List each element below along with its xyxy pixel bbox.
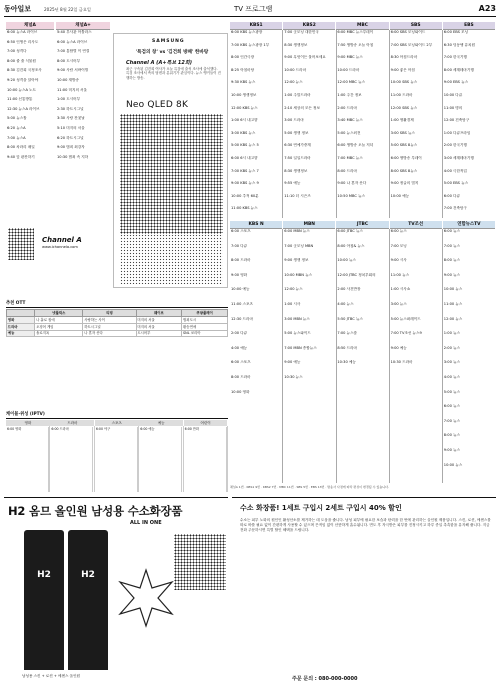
channel-header: KBS2 bbox=[283, 22, 335, 30]
table-cell: 솔로지옥 bbox=[35, 330, 83, 337]
program-item: 3:30 사랑 잔칫날 bbox=[57, 116, 85, 121]
program-item: 10:30 예능 bbox=[337, 360, 356, 365]
ad-headline: 수소 화장품! 1세트 구입시 2세트 구입시 40% 할인 bbox=[240, 504, 402, 512]
program-item: 11:00 KBS 뉴스 bbox=[231, 206, 258, 211]
program-list bbox=[56, 30, 110, 159]
program-item: 9:00 범죄 최강자 bbox=[57, 145, 85, 150]
program-item: 9:00 나 혼자 산다 bbox=[337, 181, 367, 186]
program-item: 6:00 뉴스 bbox=[443, 404, 460, 409]
channel-header: MBC bbox=[336, 22, 388, 30]
program-item: 1:00 6시 내고향 bbox=[231, 118, 258, 123]
iptv-genre-cells bbox=[6, 426, 228, 492]
page-header bbox=[4, 3, 496, 17]
table-cell: 오징어 게임 bbox=[35, 323, 83, 330]
program-item: 1:00 뉴스 bbox=[443, 331, 460, 336]
program-item: 3:00 세계테마기행 bbox=[443, 155, 474, 160]
schedule-column-channel-a bbox=[6, 22, 54, 222]
program-item: 1:00 주말드라마 bbox=[284, 92, 311, 97]
program-item: 1:00 다큐프라임 bbox=[443, 130, 471, 135]
program-item: 12:00 뉴스 bbox=[443, 316, 463, 321]
row-label: 영화 bbox=[7, 317, 35, 324]
program-item: 6:00 뉴스A 라이브 bbox=[7, 30, 38, 34]
samsung-ad bbox=[113, 33, 228, 288]
program-item: 10:50 MBC 뉴스 bbox=[337, 193, 365, 198]
order-phone: 주문 문의 : 080-000-0000 bbox=[292, 676, 358, 682]
program-item: 8:00 도시어부 bbox=[57, 58, 81, 63]
program-item: 11:00 미지의 서울 bbox=[57, 87, 87, 92]
program-item: 9:40 앞 판잔하기 bbox=[7, 154, 35, 159]
program-item: 7:00 모닝 bbox=[390, 243, 407, 248]
schedule-column-channel-a-plus bbox=[56, 22, 110, 222]
program-item: 6:30 딩동댕 유치원 bbox=[443, 42, 475, 47]
program-item: 12:30 드라마 bbox=[231, 316, 253, 321]
program-item: 3:00 MBN 뉴스 bbox=[284, 316, 310, 321]
program-item: 7:00 뉴스 bbox=[443, 418, 460, 423]
column-divider bbox=[282, 30, 283, 218]
program-item: 5:00 뉴스와이드 bbox=[284, 331, 311, 336]
program-item: 6:20 뉴스A bbox=[7, 125, 26, 130]
program-item: 3:00 뉴스 bbox=[390, 301, 407, 306]
program-item: 7:00 뉴스A bbox=[7, 135, 26, 140]
program-item: 5:50 JTBC 뉴스 bbox=[337, 316, 363, 321]
program-item: 12:00 SBS 뉴스 bbox=[390, 105, 418, 110]
program-item: 10:00 예능 bbox=[231, 287, 250, 292]
program-item: 9:00 뉴스 bbox=[443, 447, 460, 452]
program-item: 5:00 뉴스외전 bbox=[337, 130, 361, 135]
program-item: 10:00 드라마 bbox=[337, 67, 360, 72]
program-item: 6:00 6시 내고향 bbox=[231, 155, 258, 160]
table-cell: 사랑하는 사이 bbox=[83, 317, 136, 324]
program-item: 7:00 TV조선 뉴스9 bbox=[390, 331, 422, 336]
channel-header: EBS bbox=[443, 22, 495, 30]
h2-cosmetics-ad bbox=[4, 497, 228, 687]
program-item: 9:00 예능 bbox=[284, 360, 301, 365]
newspaper-name: 동아일보 bbox=[4, 5, 32, 13]
channel-header: SBS bbox=[390, 22, 442, 30]
program-item: 10:30 뉴스 bbox=[284, 374, 303, 379]
channel-a-url[interactable]: www.ichannela.com bbox=[42, 245, 78, 249]
bottle-label: H2 bbox=[81, 570, 95, 580]
program-item: 11:00 스포츠 bbox=[231, 301, 253, 306]
tv-screen-photo bbox=[120, 114, 223, 234]
program-item: 10:00 드라마 bbox=[284, 67, 307, 72]
program-item: 2:30 하트시그널 bbox=[57, 106, 84, 111]
ad-body: 수소는 피부 노화의 원인인 활성산소를 제거하는 데 도움을 줍니다. 남성 피부에 필요한 보습과 탄력을 한 번에 관리하는 올인원 제품입니다. 스킨, 로션, 에센스를 따로 바를 필요 없이 간편하게 사용할 수 있으며 끈적임 없이 산뜻하게 흡수됩니다. 면도 후 자극받은 피부를 진정시키고 하루 종일 촉촉함을 유지해 줍니다. 지금 전화 주문하시면 특별 할인 혜택을 드립니다. bbox=[240, 518, 491, 533]
column-divider bbox=[336, 30, 337, 218]
ad-channel: Channel A (A+특보 12회) bbox=[126, 60, 192, 66]
program-item: 6:00 생방송 투데이 bbox=[390, 155, 422, 160]
model-photo bbox=[174, 534, 226, 590]
program-item: 2:00 뉴스 bbox=[443, 345, 460, 350]
ad-body: 최근 구속된 김건희 여사가 오늘 특검에 출석 조사에 출석했다. 특검 조사에서 측의 답변과 분위기가 관심이다. 뉴스 앵커들이 진행하는 방송. bbox=[126, 67, 221, 80]
program-item: 10:00 뉴스A 노트 bbox=[7, 87, 36, 92]
program-item: 3:00 뉴스 bbox=[443, 360, 460, 365]
program-item: 8:00 아침& 뉴스 bbox=[337, 243, 365, 248]
table-cell: 도시어부 bbox=[136, 330, 182, 337]
program-item: 10:00 영화 bbox=[231, 389, 250, 394]
program-item: 6:00 다큐 bbox=[443, 193, 460, 198]
table-cell: 미지의 서울 bbox=[136, 317, 182, 324]
column-divider bbox=[389, 229, 390, 483]
program-item: 1:00 시사 bbox=[284, 301, 301, 306]
tv-stand-photo bbox=[120, 234, 223, 284]
program-item: 6:00 MBC 뉴스투데이 bbox=[337, 30, 374, 34]
program-item: 11:00 명의 bbox=[443, 105, 463, 110]
program-item: 9:00 MBC 뉴스 bbox=[337, 55, 363, 60]
program-item: 2:00 다큐 bbox=[231, 331, 248, 336]
ott-recommendations bbox=[6, 301, 228, 337]
program-item: 8:50 드라마 bbox=[337, 345, 358, 350]
channel-header: 채널A+ bbox=[56, 22, 110, 30]
program-item: 4:00 뉴스 bbox=[337, 301, 354, 306]
program-item: 5:40 부사관 아틀라스 bbox=[57, 30, 92, 34]
program-item: 5:10 미지의 서울 bbox=[57, 125, 85, 130]
program-item: 6:00 JTBC 뉴스 bbox=[337, 229, 363, 233]
anchor-photo bbox=[8, 228, 34, 260]
program-item: 3:00 SBS 뉴스 bbox=[390, 130, 415, 135]
program-item: 2:00 한국기행 bbox=[443, 143, 467, 148]
program-item: 7:00 한국기행 bbox=[443, 55, 467, 60]
program-item: 2:00 드라마 bbox=[337, 105, 358, 110]
program-item: 7:50 생방송 오늘 아침 bbox=[337, 42, 374, 47]
program-item: 6:00 예능 bbox=[140, 427, 182, 493]
iptv-genre-cell bbox=[50, 426, 94, 492]
schedule-column bbox=[443, 22, 495, 218]
ad-headline: '특검의 창' vs '김건희 방패' 한바탕 bbox=[135, 50, 209, 55]
text-ad bbox=[232, 497, 496, 687]
program-item: 5:00 KBS 뉴스 5 bbox=[231, 143, 259, 148]
program-item: 7:00 KBS 뉴스 7 bbox=[231, 168, 259, 173]
program-item: 4:00 예능 bbox=[231, 345, 248, 350]
program-item: 5:00 뉴스 bbox=[443, 389, 460, 394]
program-item: 10:00 MBN 뉴스 bbox=[284, 272, 313, 277]
program-item: 3:40 MBC 뉴스 bbox=[337, 118, 363, 123]
program-item: 7:00 다큐 bbox=[231, 243, 248, 248]
table-cell: 미지의 서울 bbox=[136, 323, 182, 330]
table-row bbox=[7, 317, 228, 324]
channel-header: JTBC bbox=[336, 221, 388, 229]
product-bottle bbox=[24, 530, 64, 670]
program-item: 6:00 EBS 모닝 bbox=[443, 30, 469, 34]
program-item: 8:30 아침드라마 bbox=[390, 55, 418, 60]
program-item: 6:00 스포츠 bbox=[231, 360, 251, 365]
program-item: 6:00 야구 bbox=[95, 427, 137, 493]
program-item: 9:55 예능 bbox=[284, 181, 301, 186]
program-item: 5:00 생생 정보 bbox=[284, 130, 309, 135]
program-item: 2:00 사건반장 bbox=[337, 287, 361, 292]
channel-note: 채널A 1번 · KBS1 9번 · KBS2 7번 · MBC 11번 · SBS 5번 · EBS 13번 · 방송사 사정에 따라 편성이 변경될 수 있습니다. bbox=[230, 485, 390, 489]
program-item: 8:00 세계테마기행 bbox=[443, 67, 474, 72]
program-item: 11:00 뉴스 bbox=[443, 301, 463, 306]
program-item: 7:00 SBS 모닝와이드 2부 bbox=[390, 42, 433, 47]
program-item: 9:00 영화 bbox=[231, 272, 248, 277]
program-item: 9:00 생생 정보 bbox=[284, 258, 309, 263]
program-item: 9:00 무엇이든 물어보세요 bbox=[284, 55, 326, 60]
table-cell: 나 홀로 집에 bbox=[35, 317, 83, 324]
program-item: 10:30 범죄 속 지하 bbox=[57, 154, 89, 159]
program-item: 8:30 생생정보 bbox=[284, 168, 308, 173]
program-item: 10:00 추적 60분 bbox=[231, 193, 259, 198]
ad-headline: H2 옴므 올인원 남성용 수소화장품 bbox=[8, 504, 183, 518]
program-item: 5:00 SBS 8뉴스 bbox=[390, 143, 418, 148]
program-item: 12:00 JTBC 정치부회의 bbox=[337, 272, 376, 277]
program-item: 10:30 드라마 bbox=[390, 360, 413, 365]
iptv-schedule bbox=[6, 412, 228, 494]
program-item: 3:00 KBS 뉴스 bbox=[231, 130, 256, 135]
column-divider bbox=[336, 229, 337, 483]
program-item: 10:00 예능 bbox=[390, 193, 410, 198]
program-item: 11:10 더 시즌즈 bbox=[284, 193, 311, 198]
program-item: 10:00 뉴스 bbox=[443, 287, 463, 292]
program-item: 12:00 뉴스 bbox=[284, 287, 303, 292]
schedule-column bbox=[336, 221, 388, 483]
program-item: 10:00 SBS 뉴스 bbox=[390, 80, 418, 85]
program-item: 11:00 신통방통 bbox=[7, 97, 33, 102]
iptv-genre-header: 어린이 bbox=[184, 420, 228, 426]
program-item: 12:30 뉴스A 라이브 bbox=[7, 106, 40, 111]
program-item: 10:00 뉴스 bbox=[337, 258, 356, 263]
program-item: 1:00 생활경제 bbox=[390, 118, 414, 123]
program-item: 6:00 만화 bbox=[184, 427, 226, 493]
page-number: A23 bbox=[478, 4, 496, 13]
ott-service-header: 웨이브 bbox=[136, 310, 182, 317]
program-item: 1:00 도시어부 bbox=[57, 97, 81, 102]
channel-header: 채널A bbox=[6, 22, 54, 30]
table-cell: 나 혼자 산다 bbox=[83, 330, 136, 337]
schedule-column bbox=[390, 221, 442, 483]
program-item: 10:00 재방송 bbox=[57, 77, 79, 82]
program-item: 8:30 김건희 국정조사 bbox=[7, 68, 42, 73]
iptv-genre-cell bbox=[95, 426, 139, 492]
program-item: 7:00 KBS 뉴스광장 1부 bbox=[231, 42, 270, 47]
program-item: 9:00 뉴스 bbox=[443, 272, 460, 277]
program-item: 8:30 생생정보 bbox=[284, 42, 308, 47]
program-item: 5:00 EBS 뉴스 bbox=[443, 181, 469, 186]
ott-service-header: 쿠팡플레이 bbox=[182, 310, 228, 317]
bottle-label: H2 bbox=[37, 570, 51, 580]
program-item: 6:00 영화 bbox=[7, 427, 49, 493]
program-item: 12:00 KBS 뉴스 bbox=[231, 105, 258, 110]
program-item: 8:25 아침마당 bbox=[231, 67, 255, 72]
program-item: 6:00 스포츠 bbox=[231, 229, 251, 233]
channel-header: MBN bbox=[283, 221, 335, 229]
ad-footer: 남성용 스킨 + 로션 + 에센스 올인원 bbox=[22, 674, 81, 678]
program-item: 6:00 KBS 뉴스광장 bbox=[231, 30, 263, 34]
program-item: 7:00 뉴스 bbox=[443, 243, 460, 248]
issue-date: 2025년 8월 22일 금요일 bbox=[44, 7, 91, 12]
program-item: 9:00 KBS 뉴스 9 bbox=[231, 181, 259, 186]
iptv-genre-header: 예능 bbox=[139, 420, 183, 426]
schedule-column bbox=[443, 221, 495, 483]
program-item: 7:00 성격다 bbox=[7, 49, 27, 54]
program-item: 12:00 뉴스 bbox=[284, 80, 303, 85]
channel-header: KBS1 bbox=[230, 22, 282, 30]
row-label: 예능 bbox=[7, 330, 35, 337]
program-item: 10:00 뉴스 bbox=[443, 462, 463, 467]
iptv-genre-cell bbox=[6, 426, 50, 492]
program-item: 8:00 SBS 8뉴스 bbox=[390, 168, 418, 173]
program-item: 9:30 KBS 뉴스 bbox=[231, 80, 256, 85]
program-item: 5:00 뉴스톱 bbox=[7, 116, 27, 121]
channel-a-logo: Channel A bbox=[42, 236, 82, 244]
program-item: 8:00 뉴스 bbox=[443, 433, 460, 438]
column-divider bbox=[442, 30, 443, 218]
section-title: TV 프로그램 bbox=[234, 5, 273, 13]
table-cell: 환승연애 bbox=[182, 323, 228, 330]
program-item: 4:00 극한직업 bbox=[443, 168, 467, 173]
program-item: 8:00 인간극장 bbox=[231, 55, 255, 60]
program-item: 6:50 인생은 리사도 bbox=[7, 39, 39, 44]
program-item: 8:00 차라리 매일 bbox=[7, 145, 35, 150]
schedule-column bbox=[390, 22, 442, 218]
iptv-genre-cell bbox=[139, 426, 183, 492]
program-item: 6:00 뉴스A 라이브 bbox=[57, 39, 88, 44]
program-item: 9:00 예능 bbox=[390, 345, 407, 350]
table-row bbox=[7, 323, 228, 330]
program-list bbox=[6, 30, 54, 159]
column-divider bbox=[442, 229, 443, 483]
program-item: 12:00 MBC 뉴스 bbox=[337, 80, 365, 85]
program-item: 11:00 뉴스 bbox=[390, 272, 410, 277]
program-item: 7:50 일일드라마 bbox=[284, 155, 311, 160]
program-item: 5:00 뉴스퍼레이드 bbox=[390, 316, 421, 321]
ott-title: 추천 OTT bbox=[6, 301, 228, 308]
program-item: 7:00 굿모닝 대한민국 bbox=[284, 30, 319, 34]
channel-header: TV조선 bbox=[390, 221, 442, 229]
program-item: 2:10 세상의 모든 정보 bbox=[284, 105, 320, 110]
promo-burst-icon bbox=[116, 568, 176, 628]
channel-header: KBS N bbox=[230, 221, 282, 229]
table-row bbox=[7, 330, 228, 337]
ott-service-header: 티빙 bbox=[83, 310, 136, 317]
table-cell: SNL 코리아 bbox=[182, 330, 228, 337]
tv-model-name: Neo QLED 8K bbox=[126, 100, 189, 110]
iptv-genre-header: 드라마 bbox=[50, 420, 94, 426]
iptv-genre-cell bbox=[184, 426, 228, 492]
program-item: 7:00 뉴스룸 bbox=[337, 331, 358, 336]
schedule-column bbox=[283, 221, 335, 483]
table-cell: 범죄도시 bbox=[182, 317, 228, 324]
row-label: 드라마 bbox=[7, 323, 35, 330]
program-item: 10:00 다큐 bbox=[443, 92, 463, 97]
column-divider bbox=[389, 30, 390, 218]
program-item: 9:00 좋은 아침 bbox=[390, 67, 415, 72]
ott-corner bbox=[7, 310, 35, 317]
program-item: 1:00 주간 정보 bbox=[337, 92, 362, 97]
program-item: 6:00 생방송 오늘 저녁 bbox=[337, 143, 374, 148]
program-item: 7:00 건축탐구 bbox=[443, 206, 467, 211]
program-item: 9:20 성격을 알아야 bbox=[7, 77, 39, 82]
iptv-title: 케이블·위성 (IPTV) bbox=[6, 412, 228, 419]
program-item: 7:00 MBN 종합뉴스 bbox=[284, 345, 317, 350]
program-item: 6:00 SBS 모닝와이드 bbox=[390, 30, 426, 34]
column-divider bbox=[282, 229, 283, 483]
program-item: 6:20 하트시그널 bbox=[57, 135, 84, 140]
program-item: 4:00 뉴스 bbox=[443, 374, 460, 379]
iptv-genre-header: 영화 bbox=[6, 420, 50, 426]
program-item: 10:00 생생정보 bbox=[231, 92, 257, 97]
ott-table bbox=[6, 309, 228, 337]
program-item: 11:00 드라마 bbox=[390, 92, 413, 97]
schedule-column bbox=[230, 22, 282, 218]
program-item: 7:00 굿모닝 MBN bbox=[284, 243, 314, 248]
program-item: 9:00 정글의 법칙 bbox=[390, 181, 419, 186]
program-item: 8:00 줄 줄 식물원 bbox=[7, 58, 36, 63]
program-item: 9:00 EBS 뉴스 bbox=[443, 80, 469, 85]
program-item: 8:00 뉴스 bbox=[443, 258, 460, 263]
schedule-column bbox=[230, 221, 282, 483]
program-item: 9:00 사람 서바이벌 bbox=[57, 68, 89, 73]
iptv-genre-header: 스포츠 bbox=[95, 420, 139, 426]
program-item: 6:00 드라마 bbox=[51, 427, 93, 493]
schedule-column bbox=[336, 22, 388, 218]
program-item: 8:00 드라마 bbox=[337, 168, 358, 173]
program-item: 6:00 뉴스 bbox=[443, 229, 460, 233]
program-item: 6:30 연예가중계 bbox=[284, 143, 311, 148]
program-item: 6:00 뉴스 bbox=[390, 229, 407, 233]
ad-subhead: ALL IN ONE bbox=[130, 520, 162, 526]
program-item: 8:00 드라마 bbox=[231, 374, 251, 379]
samsung-logo: SAMSUNG bbox=[152, 39, 185, 44]
channel-a-ad bbox=[8, 228, 96, 260]
ott-service-header: 넷플릭스 bbox=[35, 310, 83, 317]
schedule-column bbox=[283, 22, 335, 218]
program-item: 8:00 드라마 bbox=[231, 258, 251, 263]
program-item: 3:00 드라마 bbox=[284, 118, 304, 123]
program-item: 6:00 MBN 뉴스 bbox=[284, 229, 310, 233]
program-item: 12:00 건축탐구 bbox=[443, 118, 470, 123]
table-cell: 하트시그널 bbox=[83, 323, 136, 330]
program-item: 1:00 시사쇼 bbox=[390, 287, 411, 292]
program-item: 9:00 시사 bbox=[390, 258, 407, 263]
program-item: 7:00 통합별 이 연결 bbox=[57, 49, 90, 54]
product-bottle bbox=[68, 530, 108, 670]
channel-header: 연합뉴스TV bbox=[443, 221, 495, 229]
program-item: 7:00 MBC 뉴스 bbox=[337, 155, 363, 160]
